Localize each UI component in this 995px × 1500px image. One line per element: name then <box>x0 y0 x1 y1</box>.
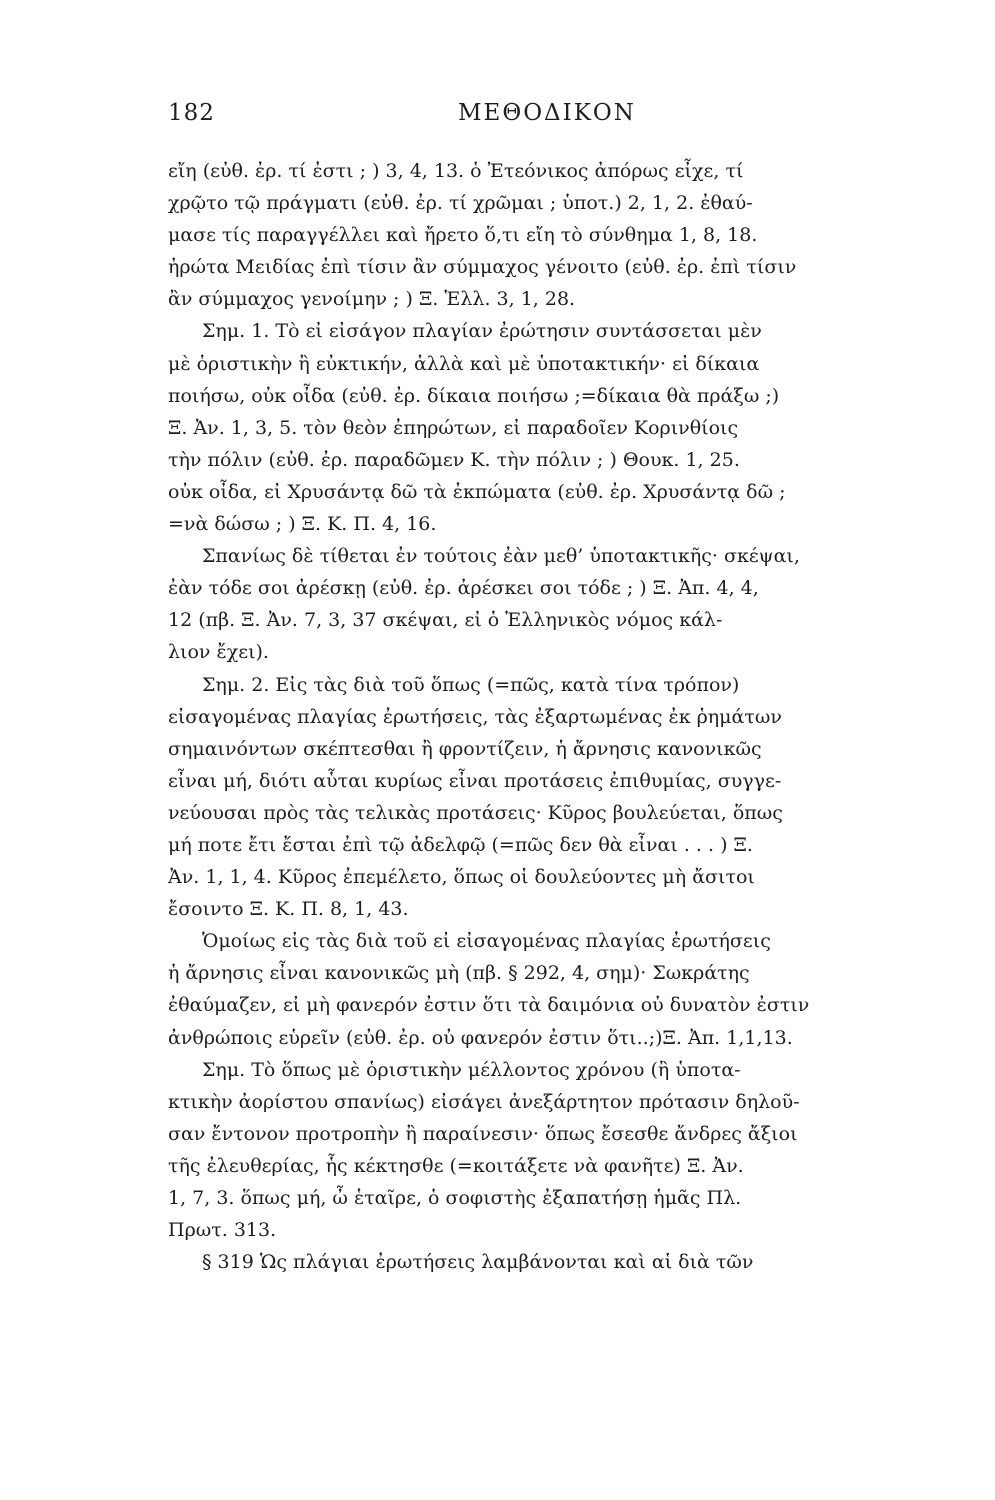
text-line: 1, 7, 3. ὅπως μή, ὦ ἑταῖρε, ὁ σοφιστὴς ἐξαπατήσῃ ἡμᾶς Πλ. <box>168 1187 742 1209</box>
text-line: ἐὰν τόδε σοι ἀρέσκῃ (εὐθ. ἐρ. ἀρέσκει σοι τόδε ; ) Ξ. Ἀπ. 4, 4, <box>168 577 759 600</box>
text-line: εἰσαγομένας πλαγίας ἐρωτήσεις, τὰς ἐξαρτωμένας ἐκ ῥημάτων <box>168 705 782 728</box>
text-line: ἂν σύμμαχος γενοίμην ; ) Ξ. Ἑλλ. 3, 1, 28. <box>168 288 576 311</box>
text-line: κτικὴν ἀορίστου σπανίως) εἰσάγει ἀνεξάρτητον πρότασιν δηλοῦ- <box>168 1090 800 1113</box>
text-line: εἶναι μή, διότι αὗται κυρίως εἶναι προτάσεις ἐπιθυμίας, συγγε- <box>168 769 782 792</box>
text-line: μασε τίς παραγγέλλει καὶ ἤρετο ὅ,τι εἴη τὸ σύνθημα 1, 8, 18. <box>168 224 758 247</box>
text-line: Σημ. Τὸ ὅπως μὲ ὁριστικὴν μέλλοντος χρόνου (ἢ ὑποτα- <box>202 1058 741 1081</box>
text-line: νεύουσαι πρὸς τὰς τελικὰς προτάσεις· Κῦρος βουλεύεται, ὅπως <box>168 801 783 824</box>
text-line: Ξ. Ἀν. 1, 3, 5. τὸν θεὸν ἐπηρώτων, εἰ παραδοῖεν Κορινθίοις <box>168 416 739 439</box>
text-line: τὴν πόλιν (εὐθ. ἐρ. παραδῶμεν Κ. τὴν πόλιν ; ) Θουκ. 1, 25. <box>168 448 740 471</box>
page-number: 182 <box>168 100 215 126</box>
text-line: Σημ. 2. Εἰς τὰς διὰ τοῦ ὅπως (=πῶς, κατὰ τίνα τρόπον) <box>202 673 740 696</box>
body-text <box>168 155 928 1278</box>
text-line: ἔσοιντο Ξ. Κ. Π. 8, 1, 43. <box>168 898 409 921</box>
text-line: λιον ἔχει). <box>168 641 269 664</box>
text-line: ἠρώτα Μειδίας ἐπὶ τίσιν ἂν σύμμαχος γένοιτο (εὐθ. ἐρ. ἐπὶ τίσιν <box>168 256 797 279</box>
text-line: εἴη (εὐθ. ἐρ. τί ἐστι ; ) 3, 4, 13. ὁ Ἐτεόνικος ἀπόρως εἶχε, τί <box>168 160 744 182</box>
text-line: § 319 Ὡς πλάγιαι ἐρωτήσεις λαμβάνονται καὶ αἱ διὰ τῶν <box>202 1251 754 1274</box>
text-line: μὲ ὁριστικὴν ἢ εὐκτικήν, ἀλλὰ καὶ μὲ ὑποτακτικήν· εἰ δίκαια <box>168 352 760 375</box>
page-header <box>168 100 928 140</box>
text-line: ποιήσω, οὐκ οἶδα (εὐθ. ἐρ. δίκαια ποιήσω ;=δίκαια θὰ πράξω ;) <box>168 384 780 407</box>
text-line: Πρωτ. 313. <box>168 1219 277 1242</box>
running-title: ΜΕΘΟΔΙΚΟΝ <box>458 100 636 126</box>
text-line: σαν ἔντονον προτροπὴν ἢ παραίνεσιν· ὅπως ἔσεσθε ἄνδρες ἄξιοι <box>168 1122 798 1145</box>
text-line: οὐκ οἶδα, εἰ Χρυσάντᾳ δῶ τὰ ἐκπώματα (εὐθ. ἐρ. Χρυσάντᾳ δῶ ; <box>168 480 786 503</box>
text-line: ἡ ἄρνησις εἶναι κανονικῶς μὴ (πβ. § 292, 4, σημ)· Σωκράτης <box>168 962 750 985</box>
text-line: ἀνθρώποις εὑρεῖν (εὐθ. ἐρ. οὐ φανερόν ἐστιν ὅτι..;)Ξ. Ἀπ. 1,1,13. <box>168 1026 793 1049</box>
text-line: Ὁμοίως εἰς τὰς διὰ τοῦ εἰ εἰσαγομένας πλαγίας ἐρωτήσεις <box>202 930 771 953</box>
text-line: Σπανίως δὲ τίθεται ἐν τούτοις ἐὰν μεθ’ ὑποτακτικῆς· σκέψαι, <box>202 545 800 568</box>
text-line: χρῷτο τῷ πράγματι (εὐθ. ἐρ. τί χρῶμαι ; ὑποτ.) 2, 1, 2. ἐθαύ- <box>168 192 753 215</box>
text-line: 12 (πβ. Ξ. Ἀν. 7, 3, 37 σκέψαι, εἰ ὁ Ἑλληνικὸς νόμος κάλ- <box>168 609 723 632</box>
text-line: =νὰ δώσω ; ) Ξ. Κ. Π. 4, 16. <box>168 513 437 536</box>
text-line: μή ποτε ἔτι ἔσται ἐπὶ τῷ ἀδελφῷ (=πῶς δεν θὰ εἶναι . . . ) Ξ. <box>168 833 753 856</box>
text-line: ἐθαύμαζεν, εἰ μὴ φανερόν ἐστιν ὅτι τὰ δαιμόνια οὐ δυνατὸν ἐστιν <box>168 994 810 1017</box>
text-line: Σημ. 1. Τὸ εἰ εἰσάγον πλαγίαν ἐρώτησιν συντάσσεται μὲν <box>202 320 762 343</box>
text-line: σημαινόντων σκέπτεσθαι ἢ φροντίζειν, ἡ ἄρνησις κανονικῶς <box>168 737 762 760</box>
text-line: Ἀν. 1, 1, 4. Κῦρος ἐπεμέλετο, ὅπως οἱ δουλεύοντες μὴ ἄσιτοι <box>168 866 755 889</box>
text-line: τῆς ἐλευθερίας, ἧς κέκτησθε (=κοιτάξετε νὰ φανῆτε) Ξ. Ἀν. <box>168 1154 744 1177</box>
